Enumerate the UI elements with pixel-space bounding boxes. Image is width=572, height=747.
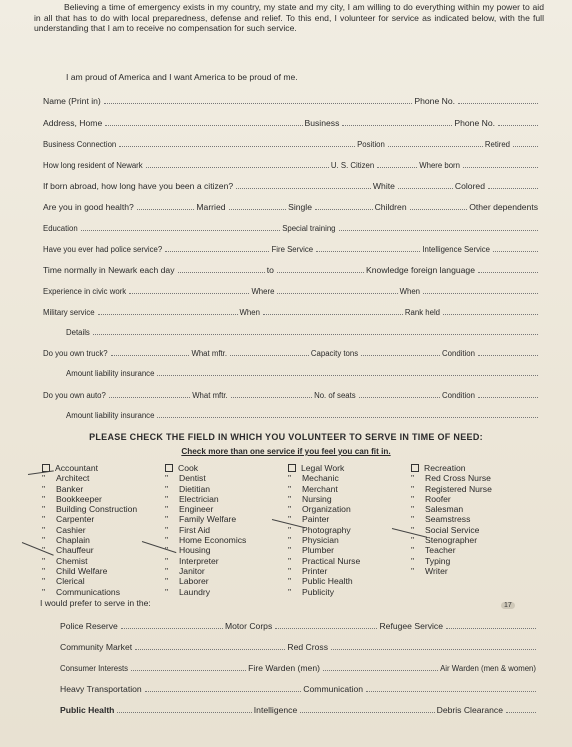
row-residency xyxy=(43,157,540,170)
service-item[interactable]: " Social Service xyxy=(411,524,480,535)
service-column-1 xyxy=(42,463,137,597)
intelligence-label: Intelligence xyxy=(253,705,298,715)
fire-warden-field[interactable] xyxy=(323,670,438,671)
police-service-label: Have you ever had police service? xyxy=(43,245,163,254)
civic-field[interactable] xyxy=(129,293,249,294)
service-item[interactable]: " Engineer xyxy=(165,504,214,515)
citizen-label: U. S. Citizen xyxy=(330,161,375,170)
police-reserve-label: Police Reserve xyxy=(60,621,118,631)
married-field[interactable] xyxy=(229,209,287,210)
service-item[interactable]: " Janitor xyxy=(165,565,205,576)
refugee-service-label: Refugee Service xyxy=(379,621,443,631)
service-item[interactable]: " Housing xyxy=(165,545,211,556)
fire-service-label: Fire Service xyxy=(271,245,314,254)
service-item[interactable]: " Typing xyxy=(411,555,451,566)
truck-field[interactable] xyxy=(111,355,190,356)
residency-label: How long resident of Newark xyxy=(43,161,143,170)
service-item[interactable]: " Banker xyxy=(42,483,84,494)
service-item[interactable]: " Architect xyxy=(42,473,90,484)
language-field[interactable] xyxy=(478,272,538,273)
auto-label: Do you own auto? xyxy=(43,391,106,400)
civic-when-field[interactable] xyxy=(423,293,538,294)
service-item[interactable]: " Carpenter xyxy=(42,514,95,525)
page-stamp: 17 xyxy=(501,602,515,609)
service-item[interactable]: " Plumber xyxy=(288,545,334,556)
air-warden-label: Air Warden (men & women) xyxy=(440,664,536,673)
time-to-field[interactable] xyxy=(277,272,364,273)
military-field[interactable] xyxy=(98,314,238,315)
rank-label: Rank held xyxy=(404,308,441,317)
truck-condition-field[interactable] xyxy=(478,355,538,356)
retired-label: Retired xyxy=(484,140,510,149)
business-label: Business xyxy=(304,118,340,128)
married-label: Married xyxy=(196,202,226,212)
seats-field[interactable] xyxy=(359,397,440,398)
truck-mftr-label: What mftr. xyxy=(191,349,227,358)
business-phone-label: Phone No. xyxy=(454,118,495,128)
capacity-label: Capacity tons xyxy=(310,349,359,358)
row-military xyxy=(43,304,540,317)
service-item[interactable]: " Child Welfare xyxy=(42,565,108,576)
business-phone-field[interactable] xyxy=(498,125,538,126)
special-training-field[interactable] xyxy=(339,230,539,231)
colored-field[interactable] xyxy=(488,188,538,189)
red-cross-label: Red Cross xyxy=(287,642,328,652)
row-details xyxy=(66,324,540,337)
service-column-4 xyxy=(411,463,492,576)
naturalized-field[interactable] xyxy=(236,188,371,189)
civic-when-label: When xyxy=(399,287,421,296)
education-field[interactable] xyxy=(81,230,281,231)
civic-where-field[interactable] xyxy=(277,293,397,294)
fire-service-field[interactable] xyxy=(316,251,420,252)
service-item[interactable]: Legal Work xyxy=(288,463,360,473)
birthplace-field[interactable] xyxy=(463,167,538,168)
communication-label: Communication xyxy=(303,684,363,694)
time-from-field[interactable] xyxy=(178,272,265,273)
service-item[interactable]: " Laborer xyxy=(165,576,209,587)
auto-condition-field[interactable] xyxy=(478,397,538,398)
communication-field[interactable] xyxy=(366,691,536,692)
refugee-service-field[interactable] xyxy=(446,628,536,629)
service-item[interactable]: " Cashier xyxy=(42,524,86,535)
service-item[interactable]: " Communications xyxy=(42,586,120,597)
service-item[interactable]: " Printer xyxy=(288,565,328,576)
public-health-field[interactable] xyxy=(117,712,251,713)
intelligence-service-label: Intelligence Service xyxy=(422,245,490,254)
row-business xyxy=(43,136,540,149)
service-item[interactable]: " Painter xyxy=(288,514,330,525)
phone-field[interactable] xyxy=(458,103,538,104)
single-label: Single xyxy=(288,202,312,212)
volunteer-subheading: Check more than one service if you feel you can fit in. xyxy=(181,447,391,456)
position-label: Position xyxy=(357,140,385,149)
service-item[interactable]: " Public Health xyxy=(288,576,353,587)
row-address xyxy=(43,115,540,128)
truck-insurance-field[interactable] xyxy=(157,375,538,376)
health-label: Are you in good health? xyxy=(43,202,134,212)
intelligence-service-field[interactable] xyxy=(493,251,538,252)
debris-clearance-label: Debris Clearance xyxy=(436,705,504,715)
dependents-label: Other dependents xyxy=(469,202,539,212)
service-column-3 xyxy=(288,463,360,597)
service-item[interactable]: " Chauffeur xyxy=(42,545,94,556)
rank-field[interactable] xyxy=(443,314,538,315)
service-item[interactable]: " Electrician xyxy=(165,493,219,504)
prefer-row-1 xyxy=(60,618,538,631)
auto-insurance-field[interactable] xyxy=(157,417,538,418)
civic-where-label: Where xyxy=(251,287,275,296)
service-column-2 xyxy=(165,463,246,597)
single-field[interactable] xyxy=(315,209,373,210)
address-field[interactable] xyxy=(105,125,302,126)
residency-field[interactable] xyxy=(146,167,329,168)
red-cross-field[interactable] xyxy=(331,649,536,650)
fire-warden-label: Fire Warden (men) xyxy=(248,663,320,673)
row-time xyxy=(43,262,540,275)
service-item[interactable]: " Practical Nurse xyxy=(288,555,361,566)
motor-corps-label: Motor Corps xyxy=(224,621,273,631)
service-item[interactable]: " Red Cross Nurse xyxy=(411,473,491,484)
row-truck-insurance xyxy=(66,365,540,378)
service-item[interactable]: " Roofer xyxy=(411,493,451,504)
police-reserve-field[interactable] xyxy=(121,628,223,629)
service-item[interactable]: " Laundry xyxy=(165,586,211,597)
service-item[interactable]: " Organization xyxy=(288,504,351,515)
white-label: White xyxy=(372,181,395,191)
service-item[interactable]: " Chemist xyxy=(42,555,88,566)
checkbox[interactable] xyxy=(411,464,419,472)
auto-condition-label: Condition xyxy=(442,391,475,400)
service-item[interactable]: Recreation xyxy=(411,463,492,473)
name-label: Name (Print in) xyxy=(43,96,101,106)
seats-label: No. of seats xyxy=(314,391,356,400)
truck-label: Do you own truck? xyxy=(43,349,108,358)
row-auto xyxy=(43,387,540,400)
military-label: Military service xyxy=(43,308,95,317)
checkbox[interactable] xyxy=(165,464,173,472)
language-label: Knowledge foreign language xyxy=(366,265,475,275)
truck-mftr-field[interactable] xyxy=(230,355,309,356)
debris-clearance-field[interactable] xyxy=(506,712,536,713)
service-item[interactable]: Accountant xyxy=(42,463,137,473)
row-service xyxy=(43,241,540,254)
service-item[interactable]: " Seamstress xyxy=(411,514,471,525)
children-label: Children xyxy=(374,202,407,212)
prefer-row-5 xyxy=(60,702,538,715)
service-item[interactable]: " Family Welfare xyxy=(165,514,237,525)
auto-insurance-label: Amount liability insurance xyxy=(66,411,155,420)
checkbox[interactable] xyxy=(288,464,296,472)
children-field[interactable] xyxy=(410,209,468,210)
motor-corps-field[interactable] xyxy=(275,628,377,629)
prefer-row-2 xyxy=(60,639,538,652)
special-training-label: Special training xyxy=(282,224,336,233)
service-item[interactable]: " Building Construction xyxy=(42,504,138,515)
service-item[interactable]: " Dietitian xyxy=(165,483,211,494)
details-field[interactable] xyxy=(93,334,538,335)
row-truck xyxy=(43,345,540,358)
service-item[interactable]: " Publicity xyxy=(288,586,334,597)
education-label: Education xyxy=(43,224,78,233)
business-connection-field[interactable] xyxy=(119,146,355,147)
civic-label: Experience in civic work xyxy=(43,287,127,296)
row-civic xyxy=(43,283,540,296)
service-item[interactable]: " Dentist xyxy=(165,473,206,484)
row-citizenship xyxy=(43,178,540,191)
service-item[interactable]: " Nursing xyxy=(288,493,332,504)
service-item[interactable]: " Photography xyxy=(288,524,351,535)
service-item[interactable]: " Registered Nurse xyxy=(411,483,492,494)
name-field[interactable] xyxy=(104,103,413,104)
business-connection-label: Business Connection xyxy=(43,140,117,149)
row-education xyxy=(43,220,540,233)
heavy-transportation-label: Heavy Transportation xyxy=(60,684,142,694)
capacity-field[interactable] xyxy=(361,355,440,356)
business-field[interactable] xyxy=(342,125,452,126)
retired-field[interactable] xyxy=(513,146,538,147)
service-item[interactable]: " Stenographer xyxy=(411,535,478,546)
to-label: to xyxy=(266,265,274,275)
birthplace-label: Where born xyxy=(419,161,460,170)
service-item[interactable]: " Merchant xyxy=(288,483,338,494)
prefer-label: I would prefer to serve in the: xyxy=(40,598,151,608)
row-auto-insurance xyxy=(66,407,540,420)
white-field[interactable] xyxy=(398,188,453,189)
military-when-field[interactable] xyxy=(263,314,403,315)
phone-label: Phone No. xyxy=(414,96,455,106)
consumer-interests-label: Consumer Interests xyxy=(60,664,129,673)
row-health xyxy=(43,199,540,212)
auto-field[interactable] xyxy=(109,397,190,398)
service-item[interactable]: " Clerical xyxy=(42,576,85,587)
service-item[interactable]: " Teacher xyxy=(411,545,456,556)
intro-paragraph: Believing a time of emergency exists in my country, my state and my city, I am willing to do everything within my power to aid in all that has to do with local preparedness, defense and relief. To this end, I volunteer for service as indicated below, with the full understanding that I am to receive no compensation for such service. xyxy=(34,2,544,34)
heavy-transportation-field[interactable] xyxy=(145,691,302,692)
service-item[interactable]: " Chaplain xyxy=(42,535,90,546)
service-item[interactable]: " Writer xyxy=(411,565,448,576)
row-name xyxy=(43,93,540,106)
citizen-field[interactable] xyxy=(377,167,417,168)
public-health-label: Public Health xyxy=(60,705,115,715)
health-field[interactable] xyxy=(137,209,195,210)
service-item[interactable]: " First Aid xyxy=(165,524,211,535)
truck-insurance-label: Amount liability insurance xyxy=(66,369,155,378)
prefer-row-3 xyxy=(60,660,538,673)
time-label: Time normally in Newark each day xyxy=(43,265,175,275)
pledge-line: I am proud of America and I want America to be proud of me. xyxy=(66,72,298,82)
service-item[interactable]: " Interpreter xyxy=(165,555,219,566)
service-item[interactable]: " Physician xyxy=(288,535,339,546)
truck-condition-label: Condition xyxy=(442,349,475,358)
community-market-field[interactable] xyxy=(135,649,285,650)
service-item[interactable]: " Home Economics xyxy=(165,535,247,546)
volunteer-heading: PLEASE CHECK THE FIELD IN WHICH YOU VOLUNTEER TO SERVE IN TIME OF NEED: xyxy=(89,432,483,442)
community-market-label: Community Market xyxy=(60,642,133,652)
details-label: Details xyxy=(66,328,90,337)
service-item[interactable]: Cook xyxy=(165,463,246,473)
position-field[interactable] xyxy=(388,146,483,147)
address-label: Address, Home xyxy=(43,118,103,128)
consumer-interests-field[interactable] xyxy=(131,670,246,671)
service-item[interactable]: " Mechanic xyxy=(288,473,339,484)
naturalized-label: If born abroad, how long have you been a citizen? xyxy=(43,181,234,191)
service-item[interactable]: " Salesman xyxy=(411,504,464,515)
service-item[interactable]: " Bookkeeper xyxy=(42,493,102,504)
police-service-field[interactable] xyxy=(165,251,269,252)
military-when-label: When xyxy=(239,308,260,317)
auto-mftr-label: What mftr. xyxy=(192,391,228,400)
prefer-row-4 xyxy=(60,681,538,694)
auto-mftr-field[interactable] xyxy=(231,397,312,398)
intelligence-field[interactable] xyxy=(300,712,434,713)
colored-label: Colored xyxy=(454,181,485,191)
